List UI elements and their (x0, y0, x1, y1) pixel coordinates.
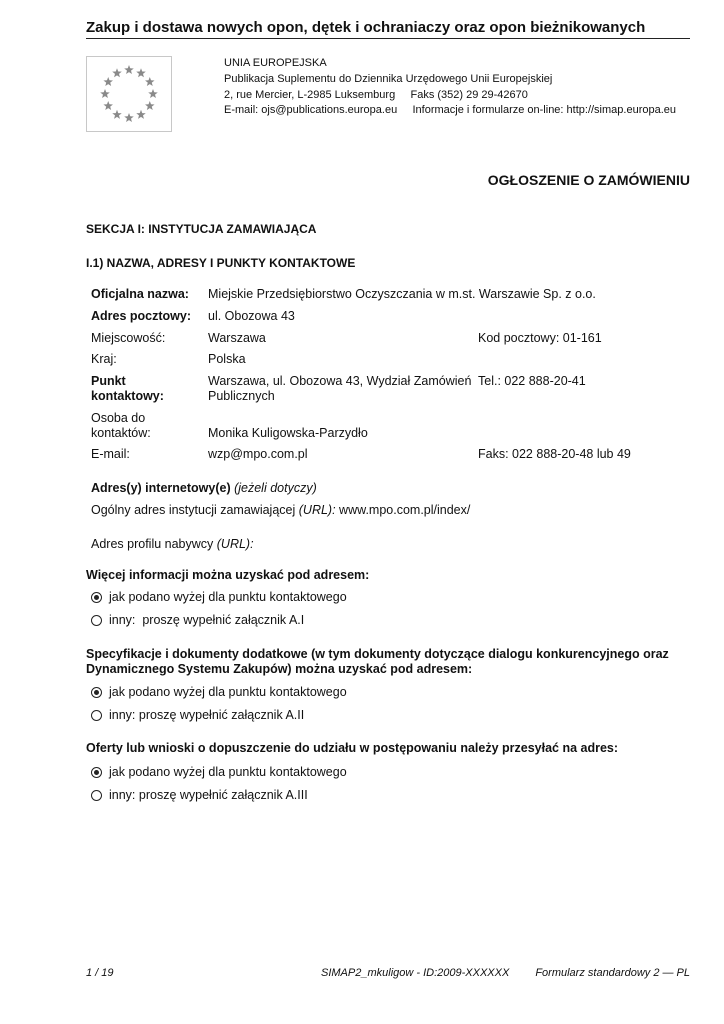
contact-point-label: Punkt kontaktowy: (91, 374, 164, 403)
person-label: Osoba do kontaktów: (91, 411, 151, 440)
postal-code-value: Kod pocztowy: 01-161 (478, 331, 602, 345)
radio-option-q1-same[interactable] (91, 590, 347, 604)
internet-heading-note: (jeżeli dotyczy) (234, 481, 317, 495)
question-offers: Oferty lub wnioski o dopuszczenie do udziału w postępowaniu należy przesyłać na adres: (86, 741, 619, 755)
document-title: Zakup i dostawa nowych opon, dętek i ochraniaczy oraz opon bieżnikowanych (86, 19, 646, 36)
radio-empty-icon[interactable] (91, 615, 102, 626)
radio-option-q3-other[interactable] (91, 788, 308, 802)
radio-option-label: inny: proszę wypełnić załącznik A.II (109, 708, 305, 722)
contact-point-value: Warszawa, ul. Obozowa 43, Wydział Zamówień Publicznych (208, 374, 472, 403)
question-specifications: Specyfikacje i dokumenty dodatkowe (w tym dokumenty dotyczące dialogu konkurencyjnego oraz Dynamicznego Systemu Zakupów) można uzyskać pod adresem: (86, 647, 669, 676)
radio-option-label: jak podano wyżej dla punktu kontaktowego (109, 685, 347, 699)
flag-star-icon (124, 113, 134, 122)
publisher-line-3: E-mail: ojs@publications.europa.eu Informacje i formularze on-line: http://simap.europa.eu (224, 104, 676, 116)
publisher-line-2: 2, rue Mercier, L-2985 Luksemburg Faks (352) 29 29-42670 (224, 89, 528, 101)
flag-star-icon (112, 110, 122, 119)
flag-star-icon (112, 68, 122, 77)
email-label: E-mail: (91, 447, 130, 461)
flag-star-icon (103, 101, 113, 110)
radio-option-q2-other[interactable] (91, 708, 304, 722)
flag-star-icon (103, 77, 113, 86)
subsection-title: I.1) NAZWA, ADRESY I PUNKTY KONTAKTOWE (86, 256, 356, 270)
official-name-label: Oficjalna nazwa: (91, 287, 189, 301)
internet-heading-text: Adres(y) internetowy(e) (91, 481, 231, 495)
country-value: Polska (208, 352, 246, 366)
radio-selected-icon[interactable] (91, 767, 102, 778)
title-divider (86, 38, 690, 39)
general-address-label: Ogólny adres instytucji zamawiającej (91, 503, 296, 517)
email-value[interactable]: wzp@mpo.com.pl (208, 447, 308, 461)
flag-star-icon (136, 68, 146, 77)
radio-option-q2-same[interactable] (91, 685, 347, 699)
radio-option-label: inny: proszę wypełnić załącznik A.III (109, 788, 308, 802)
radio-empty-icon[interactable] (91, 790, 102, 801)
flag-star-icon (145, 77, 155, 86)
publisher-line-1: Publikacja Suplementu do Dziennika Urzędowego Unii Europejskiej (224, 73, 553, 85)
postal-address-value: ul. Obozowa 43 (208, 309, 295, 323)
section-title: SEKCJA I: INSTYTUCJA ZAMAWIAJĄCA (86, 222, 317, 236)
radio-empty-icon[interactable] (91, 710, 102, 721)
official-name-value: Miejskie Przedsiębiorstwo Oczyszczania w m.st. Warszawie Sp. z o.o. (208, 287, 596, 301)
flag-star-icon (100, 89, 110, 98)
radio-option-label: jak podano wyżej dla punktu kontaktowego (109, 765, 347, 779)
general-address-url[interactable]: www.mpo.com.pl/index/ (339, 503, 471, 517)
footer-form-name: Formularz standardowy 2 — PL (535, 967, 690, 979)
radio-option-label: inny: proszę wypełnić załącznik A.I (109, 613, 305, 627)
town-value: Warszawa (208, 331, 266, 345)
flag-star-icon (124, 65, 134, 74)
publisher-name: UNIA EUROPEJSKA (224, 57, 327, 69)
flag-star-icon (145, 101, 155, 110)
country-label: Kraj: (91, 352, 117, 366)
radio-selected-icon[interactable] (91, 687, 102, 698)
buyer-profile-url-note: (URL): (216, 537, 254, 551)
footer-document-id: SIMAP2_mkuligow - ID:2009-XXXXXX (321, 967, 510, 979)
general-address-url-note: (URL): (298, 503, 336, 517)
eu-flag-icon (86, 56, 172, 132)
radio-selected-icon[interactable] (91, 592, 102, 603)
question-more-info: Więcej informacji można uzyskać pod adresem: (86, 568, 370, 582)
footer-page-number: 1 / 19 (86, 967, 114, 979)
internet-heading (91, 481, 317, 495)
fax-value: Faks: 022 888-20-48 lub 49 (478, 447, 631, 461)
phone-value: Tel.: 022 888-20-41 (478, 374, 586, 388)
general-address-line (91, 503, 470, 517)
buyer-profile-line (91, 537, 254, 551)
town-label: Miejscowość: (91, 331, 166, 345)
radio-option-label: jak podano wyżej dla punktu kontaktowego (109, 590, 347, 604)
notice-title: OGŁOSZENIE O ZAMÓWIENIU (487, 172, 690, 188)
buyer-profile-label: Adres profilu nabywcy (91, 537, 214, 551)
radio-option-q3-same[interactable] (91, 765, 347, 779)
flag-star-icon (136, 110, 146, 119)
person-value: Monika Kuligowska-Parzydło (208, 426, 368, 440)
flag-star-icon (148, 89, 158, 98)
postal-address-label: Adres pocztowy: (91, 309, 192, 323)
radio-option-q1-other[interactable] (91, 613, 304, 627)
